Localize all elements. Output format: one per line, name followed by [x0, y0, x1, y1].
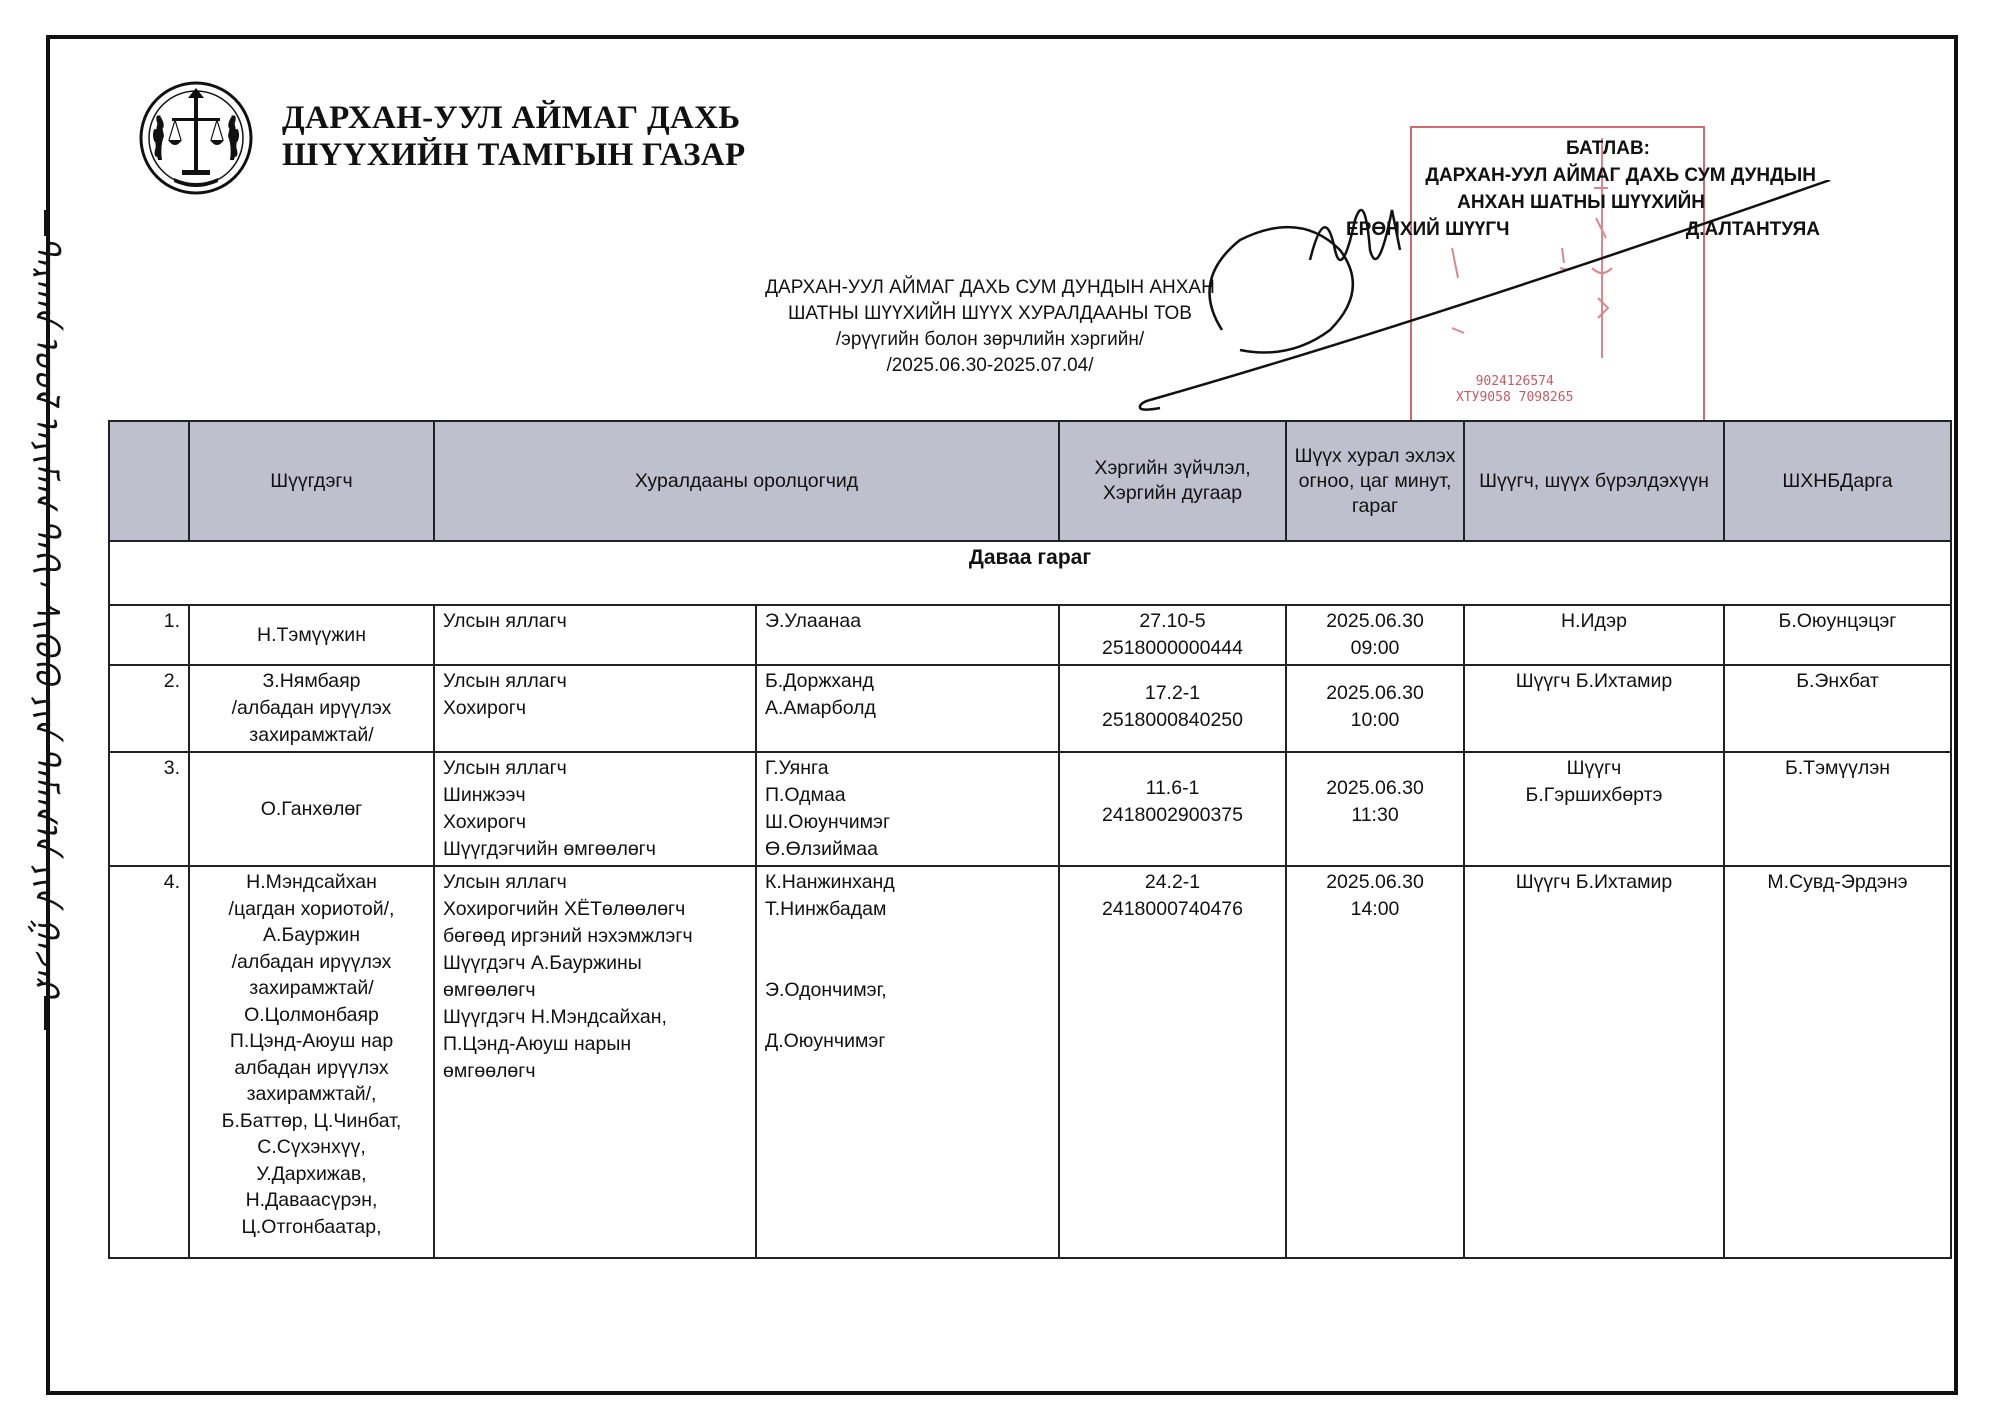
- title-line2: ШАТНЫ ШҮҮХИЙН ШҮҮХ ХУРАЛДААНЫ ТОВ: [787, 303, 1192, 324]
- table-row: [109, 752, 1951, 866]
- participant-name: П.Одмаа: [765, 784, 846, 806]
- row-number: 4.: [109, 866, 189, 1258]
- defendant-line: Б.Баттөр, Ц.Чинбат,: [221, 1109, 402, 1132]
- header-defendant: Шүүгдэгч: [189, 421, 434, 541]
- participant-role: Улсын яллагч: [443, 670, 567, 692]
- participant-role: Хохирогч: [443, 811, 527, 833]
- day-row: [109, 541, 1951, 605]
- case-cell: [1059, 752, 1286, 866]
- defendant-line: О.Ганхөлөг: [260, 797, 363, 820]
- case-article: 11.6-1: [1145, 777, 1200, 799]
- case-number: 2418000740476: [1102, 898, 1243, 920]
- header-judge: Шүүгч, шүүх бүрэлдэхүүн: [1464, 421, 1724, 541]
- participant-role: Шүүгдэгчийн өмгөөлөгч: [443, 838, 656, 860]
- case-number: 2518000840250: [1102, 709, 1243, 731]
- participant-role: өмгөөлөгч: [443, 1060, 536, 1082]
- participant-role: П.Цэнд-Аюуш нарын: [443, 1033, 632, 1055]
- participant-roles-cell: [434, 752, 756, 866]
- court-name-line2: ШҮҮХИЙН ТАМГЫН ГАЗАР: [282, 137, 746, 173]
- row-number: 1.: [109, 605, 189, 665]
- judge-line: Шүүгч Б.Ихтамир: [1515, 871, 1673, 893]
- participant-names-cell: [756, 752, 1059, 866]
- header-participants: Хуралдааны оролцогчид: [434, 421, 1059, 541]
- mongolian-script-margin: [6, 210, 86, 1190]
- judge-cell: [1464, 752, 1724, 866]
- case-article: 17.2-1: [1144, 682, 1201, 704]
- stamp-number-line2: ХТУ9058 7098265: [1456, 390, 1574, 405]
- judge-line: Шүүгч Б.Ихтамир: [1515, 670, 1673, 692]
- participant-names-cell: [756, 866, 1059, 1258]
- judge-line: Б.Гэршихбөртэ: [1525, 784, 1663, 806]
- datetime-cell: [1286, 866, 1464, 1258]
- row-number: 2.: [109, 665, 189, 752]
- defendant-line: албадан ирүүлэх: [234, 1056, 389, 1079]
- clerk-cell: М.Сувд-Эрдэнэ: [1724, 866, 1951, 1258]
- participant-role: Хохирогчийн ХЁТөлөөлөгч: [443, 898, 686, 920]
- defendant-cell: [189, 665, 434, 752]
- participant-name: Ш.Оюунчимэг: [765, 811, 891, 833]
- court-name-line1: ДАРХАН-УУЛ АЙМАГ ДАХЬ: [282, 100, 741, 136]
- defendant-line: захирамжтай/: [249, 977, 374, 999]
- defendant-line: /албадан ирүүлэх: [231, 697, 392, 719]
- participant-role: Шинжээч: [443, 784, 526, 806]
- case-number: 2418002900375: [1102, 804, 1243, 826]
- defendant-line: /цагдан хориотой/,: [228, 897, 395, 920]
- defendant-cell: [189, 866, 434, 1258]
- datetime-cell: [1286, 605, 1464, 665]
- case-cell: [1059, 665, 1286, 752]
- defendant-line: захирамжтай/: [249, 724, 374, 746]
- defendant-line: П.Цэнд-Аюуш нар: [229, 1030, 394, 1052]
- header-clerk: ШХНБДарга: [1724, 421, 1951, 541]
- participant-name: Э.Одончимэг,: [765, 979, 887, 1001]
- header-datetime: Шүүх хурал эхлэх огноо, цаг минут, гараг: [1286, 421, 1464, 541]
- row-number: 3.: [109, 752, 189, 866]
- participant-roles-cell: [434, 665, 756, 752]
- defendant-line: захирамжтай/,: [246, 1083, 377, 1105]
- table-row: [109, 866, 1951, 1258]
- hearing-time: 11:30: [1351, 804, 1399, 826]
- hearing-date: 2025.06.30: [1326, 777, 1424, 799]
- case-number: 2518000000444: [1102, 637, 1243, 659]
- participant-name: Э.Улаанаа: [765, 610, 862, 632]
- participant-name: Ө.Өлзиймаа: [765, 838, 878, 860]
- approval-court: ДАРХАН-УУЛ АЙМАГ ДАХЬ СУМ ДУНДЫН: [1425, 165, 1816, 186]
- defendant-line: С.Сүхэнхүү,: [257, 1136, 366, 1158]
- participant-role: Улсын яллагч: [443, 757, 567, 779]
- court-name: [282, 100, 745, 174]
- case-cell: [1059, 866, 1286, 1258]
- hearing-schedule-table: [108, 420, 1952, 1259]
- table-row: [109, 605, 1951, 665]
- margin-stroke: [44, 210, 49, 236]
- judge-line: Шүүгч: [1566, 757, 1622, 779]
- participant-role: Шүүгдэгч Н.Мэндсайхан,: [443, 1006, 667, 1028]
- participant-name: Г.Уянга: [765, 757, 829, 779]
- defendant-line: О.Цолмонбаяр: [244, 1003, 379, 1026]
- participant-role: Улсын яллагч: [443, 871, 567, 893]
- participant-name: Б.Доржханд: [765, 670, 874, 692]
- judge-cell: [1464, 665, 1724, 752]
- hearing-date: 2025.06.30: [1326, 682, 1424, 704]
- case-article: 24.2-1: [1144, 871, 1201, 893]
- mongolian-script-text: ᠳᠠᠷᠬᠠᠨ ᠤᠤᠯ ᠠᠶᠢᠮᠠᠭ ᠳᠠᠬᠢ ᠱᠢᠭᠦᠬᠦ ᠶᠢᠨ ᠲᠠᠮᠠᠭ᠎ᠠ ᠶᠢᠨ ᠭᠠᠵᠠᠷ: [26, 236, 66, 997]
- title-line3: /эрүүгийн болон зөрчлийн хэргийн/: [835, 329, 1145, 350]
- case-cell: [1059, 605, 1286, 665]
- clerk-cell: Б.Энхбат: [1724, 665, 1951, 752]
- hearing-date: 2025.06.30: [1326, 610, 1424, 632]
- defendant-cell: [189, 605, 434, 665]
- participant-role: өмгөөлөгч: [443, 979, 536, 1001]
- table-header-row: [109, 421, 1951, 541]
- datetime-cell: [1286, 752, 1464, 866]
- defendant-line: У.Дархижав,: [256, 1162, 367, 1185]
- clerk-cell: Б.Оюунцэцэг: [1724, 605, 1951, 665]
- participant-name: Т.Нинжбадам: [765, 898, 887, 920]
- approval-court-level: АНХАН ШАТНЫ ШҮҮХИЙН: [1457, 192, 1705, 213]
- approval-heading: БАТЛАВ:: [1566, 138, 1650, 159]
- court-emblem-icon: [138, 80, 254, 196]
- participant-name: Д.Оюунчимэг: [765, 1030, 886, 1052]
- header-case: Хэргийн зүйчлэл, Хэргийн дугаар: [1059, 421, 1286, 541]
- stamp-number-line1: 9024126574: [1475, 374, 1554, 389]
- title-line1: ДАРХАН-УУЛ АЙМАГ ДАХЬ СУМ ДУНДЫН АНХАН: [765, 277, 1215, 298]
- hearing-time: 14:00: [1350, 898, 1400, 920]
- header-number: [109, 421, 189, 541]
- approval-name: Д.АЛТАНТУЯА: [1685, 219, 1820, 240]
- hearing-date: 2025.06.30: [1326, 871, 1424, 893]
- participant-role: Улсын яллагч: [443, 610, 567, 632]
- participant-roles-cell: [434, 605, 756, 665]
- participant-role: Шүүгдэгч А.Бауржины: [443, 952, 642, 974]
- document-title: [690, 275, 1290, 379]
- defendant-cell: [189, 752, 434, 866]
- judge-line: Н.Идэр: [1561, 610, 1627, 632]
- approval-role: ЕРӨНХИЙ ШҮҮГЧ: [1346, 219, 1510, 240]
- defendant-line: Ц.Отгонбаатар,: [241, 1215, 382, 1238]
- defendant-line: /албадан ирүүлэх: [231, 950, 392, 973]
- judge-cell: [1464, 605, 1724, 665]
- defendant-line: Н.Мэндсайхан: [246, 871, 377, 893]
- participant-name: А.Амарболд: [765, 697, 876, 719]
- participant-name: К.Нанжинханд: [765, 871, 895, 893]
- clerk-cell: Б.Тэмүүлэн: [1724, 752, 1951, 866]
- datetime-cell: [1286, 665, 1464, 752]
- hearing-time: 10:00: [1350, 709, 1400, 731]
- table-row: [109, 665, 1951, 752]
- defendant-line: З.Нямбаяр: [262, 670, 361, 692]
- defendant-line: Н.Тэмүүжин: [257, 623, 366, 646]
- participant-names-cell: [756, 605, 1059, 665]
- defendant-line: Н.Даваасүрэн,: [245, 1189, 378, 1211]
- participant-names-cell: [756, 665, 1059, 752]
- participant-roles-cell: [434, 866, 756, 1258]
- margin-stroke: [44, 996, 49, 1030]
- case-article: 27.10-5: [1139, 610, 1206, 632]
- participant-role: бөгөөд иргэний нэхэмжлэгч: [443, 925, 693, 947]
- defendant-line: А.Бауржин: [263, 924, 360, 946]
- title-line4: /2025.06.30-2025.07.04/: [886, 355, 1094, 376]
- day-label: Даваа гараг: [109, 541, 1951, 605]
- judge-cell: [1464, 866, 1724, 1258]
- participant-role: Хохирогч: [443, 697, 527, 719]
- hearing-time: 09:00: [1350, 637, 1400, 659]
